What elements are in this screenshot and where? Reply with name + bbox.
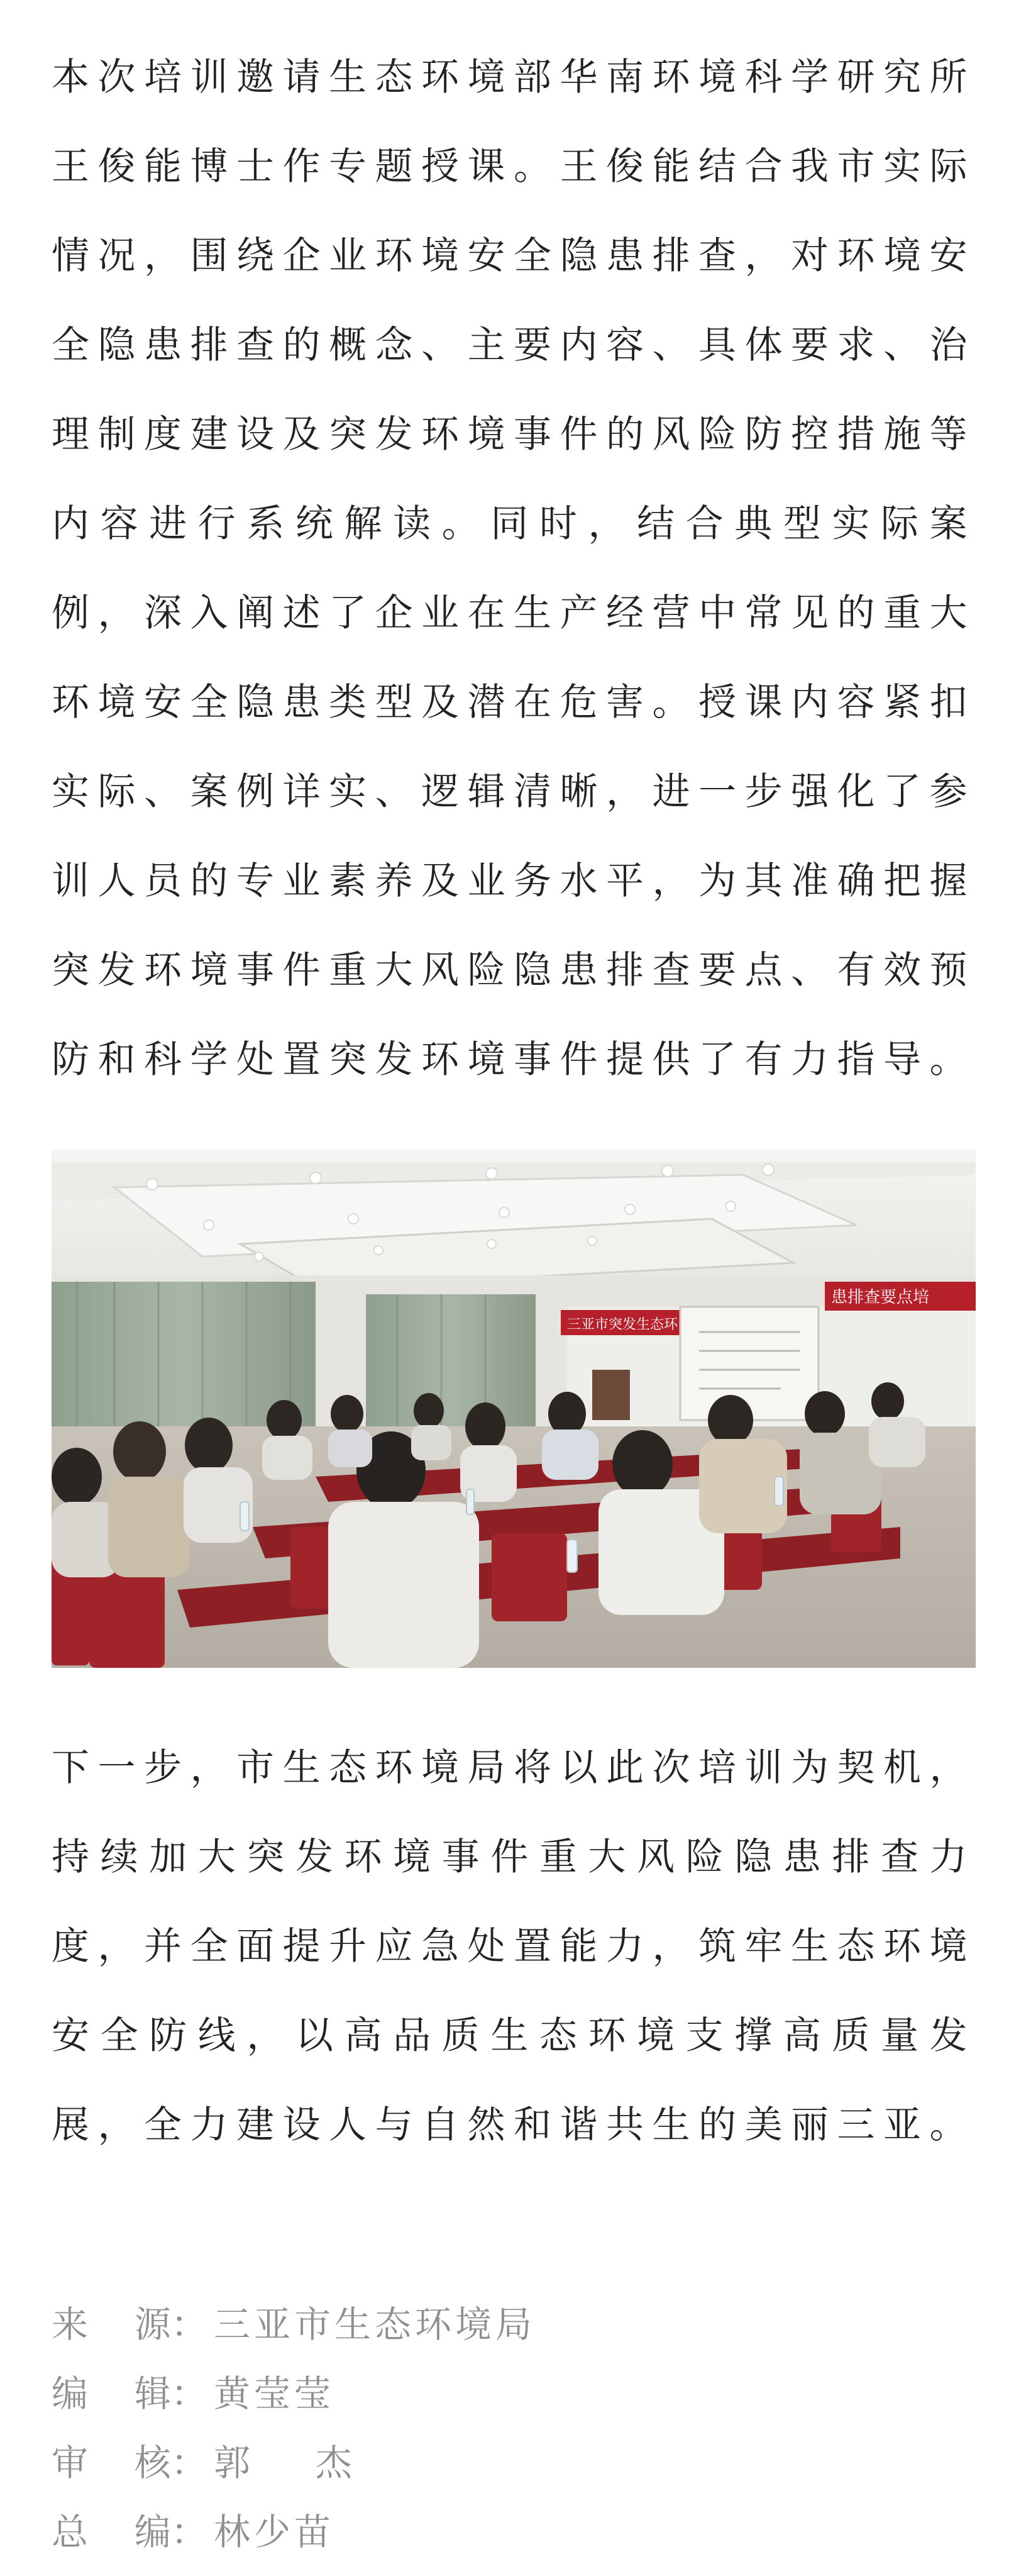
article-credits [52,2287,976,2563]
training-session-photo [52,1150,976,1668]
credit-label: 编 辑： [52,2372,207,2415]
banner-left-text: 三亚市突发生态环 [567,1317,678,1333]
credit-editor [52,2356,976,2425]
credit-label: 总 编： [52,2511,207,2553]
credit-chief-editor [52,2494,976,2563]
credit-reviewer [52,2425,976,2494]
credit-value: 林少苗 [214,2511,335,2553]
article-paragraph: 下一步，市生态环境局将以此次培训为契机，持续加大突发环境事件重大风险隐患排查力度，并全面提升应急处置能力，筑牢生态环境安全防线，以高品质生态环境支撑高质量发展，全力建设人与自然和谐共生的美丽三亚。 [52,1746,976,2147]
photo-illustration [52,1150,976,1668]
credit-label: 审 核： [52,2441,207,2484]
credit-value: 三亚市生态环境局 [214,2303,536,2346]
credit-source [52,2287,976,2356]
credit-value: 黄莹莹 [214,2372,335,2415]
credit-value: 郭 杰 [214,2441,356,2484]
credit-label: 来 源： [52,2303,207,2346]
banner-right-text: 患排查要点培 [831,1288,930,1307]
article-paragraph: 本次培训邀请生态环境部华南环境科学研究所王俊能博士作专题授课。王俊能结合我市实际情况，围绕企业环境安全隐患排查，对环境安全隐患排查的概念、主要内容、具体要求、治理制度建设及突发环境事件的风险防控措施等内容进行系统解读。同时，结合典型实际案例，深入阐述了企业在生产经营中常见的重大环境安全隐患类型及潜在危害。授课内容紧扣实际、案例详实、逻辑清晰，进一步强化了参训人员的专业素养及业务水平，为其准确把握突发环境事件重大风险隐患排查要点、有效预防和科学处置突发环境事件提供了有力指导。 [52,55,976,1082]
